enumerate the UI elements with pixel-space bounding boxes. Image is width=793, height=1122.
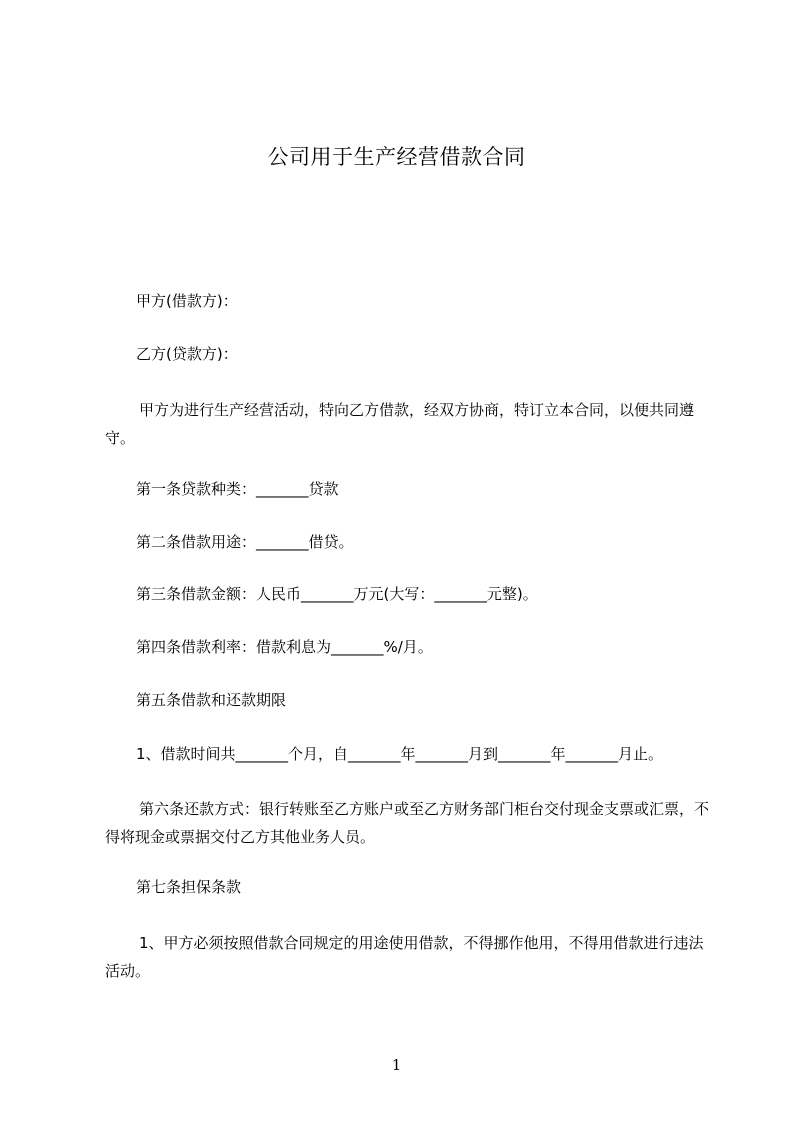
party-b-line: 乙方(贷款方)： <box>136 345 238 363</box>
article-4-interest-rate: 第四条借款利率：借款利息为_______%/月。 <box>136 638 433 656</box>
preamble-paragraph <box>105 396 717 452</box>
article-6-paragraph <box>105 795 717 851</box>
article-7-heading: 第七条担保条款 <box>136 878 242 896</box>
page-number: 1 <box>391 1056 402 1074</box>
article-6-text: 第六条还款方式：银行转账至乙方账户或至乙方财务部门柜台交付现金支票或汇票，不得将现金或票据交付乙方其他业务人员。 <box>105 800 710 846</box>
party-a-line: 甲方(借款方)： <box>136 292 238 310</box>
article-5-heading: 第五条借款和还款期限 <box>136 691 287 709</box>
article-2-loan-purpose: 第二条借款用途：_______借贷。 <box>136 533 354 551</box>
article-7-item-1-paragraph <box>105 929 717 985</box>
article-7-item-1-text: 1、甲方必须按照借款合同规定的用途使用借款，不得挪作他用，不得用借款进行违法活动。 <box>105 934 704 980</box>
article-5-item-1: 1、借款时间共_______个月，自_______年_______月到_______年_______月止。 <box>136 745 664 763</box>
article-1-loan-type: 第一条贷款种类：_______贷款 <box>136 480 339 498</box>
preamble-text: 甲方为进行生产经营活动，特向乙方借款，经双方协商，特订立本合同，以便共同遵守。 <box>105 401 695 447</box>
document-title: 公司用于生产经营借款合同 <box>267 145 526 169</box>
article-3-loan-amount: 第三条借款金额：人民币_______万元(大写：_______元整)。 <box>136 585 538 603</box>
